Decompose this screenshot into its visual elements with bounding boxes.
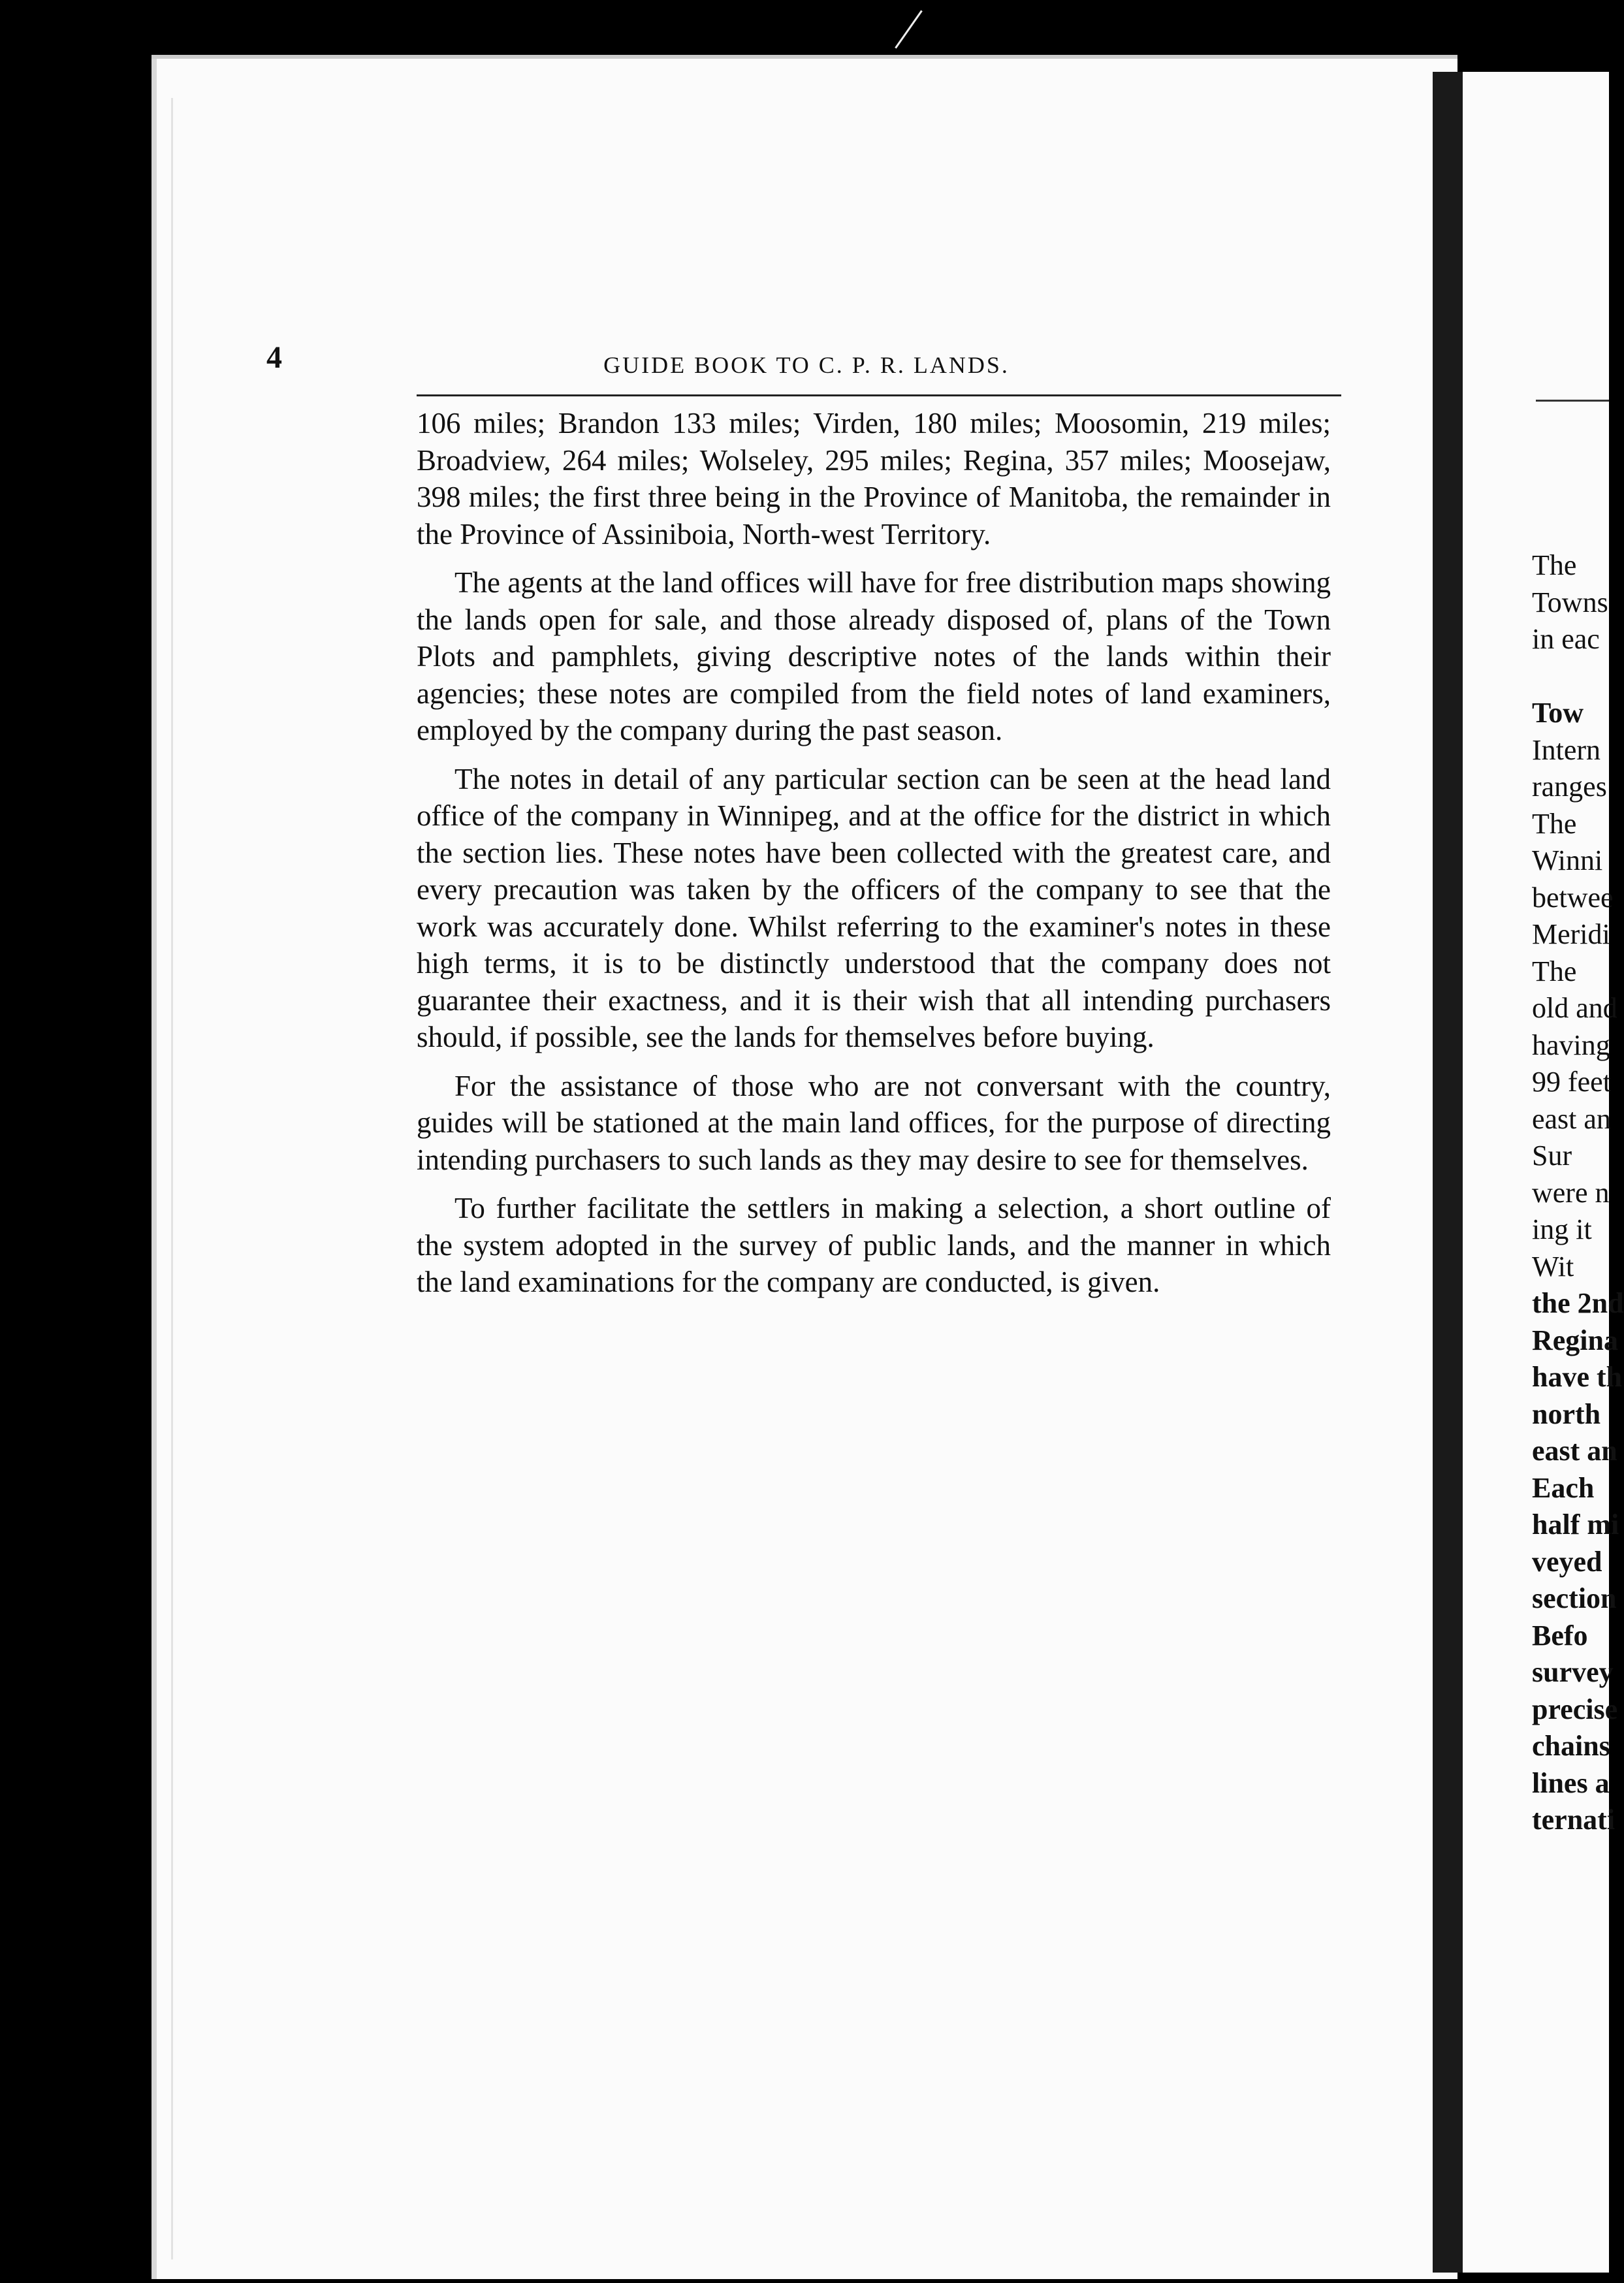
right-line: having	[1532, 1029, 1610, 1061]
right-line: Each	[1532, 1471, 1595, 1504]
page-number: 4	[266, 340, 282, 375]
right-line: north	[1532, 1397, 1601, 1430]
right-line: Wit	[1532, 1250, 1574, 1283]
right-line: Regina	[1532, 1324, 1618, 1356]
right-line: Intern	[1532, 733, 1601, 766]
right-line	[1532, 658, 1609, 695]
right-line: east an	[1532, 1102, 1611, 1135]
right-line: the 2nd	[1532, 1287, 1624, 1319]
right-page-fragments	[1532, 547, 1624, 1839]
paragraph-2: The agents at the land offices will have for free distribution maps showing the lands open for sale, and those already disposed of, plans of the Town Plots and pamphlets, giving descriptive notes of the lands within their agencies; these notes are compiled from the field notes of land examiners, employed by the company during the past season.	[417, 566, 1331, 746]
paragraph-5: To further facilitate the settlers in making a selection, a short outline of the system adopted in the survey of public lands, and the manner in which the land examinations for the company are conducted, is given.	[417, 1192, 1331, 1298]
right-line: betwee	[1532, 881, 1614, 914]
right-line: The	[1532, 955, 1577, 987]
scan-mark	[895, 10, 923, 48]
right-line: Tow	[1532, 697, 1584, 729]
right-line: chains	[1532, 1730, 1610, 1762]
right-line: Towns	[1532, 586, 1608, 618]
right-line: 99 feet	[1532, 1066, 1611, 1098]
right-line: precise	[1532, 1693, 1618, 1725]
right-line: Befo	[1532, 1619, 1588, 1652]
right-line: lines a	[1532, 1766, 1610, 1799]
right-line: ranges	[1532, 771, 1607, 803]
paragraph-1: 106 miles; Brandon 133 miles; Virden, 180 miles; Moosomin, 219 miles; Broadview, 264 miles; Wolseley, 295 miles; Regina, 357 miles; Moosejaw, 398 miles; the first three being in the Province of Manitoba, the remainder in the Province of Assiniboia, North-west Territory.	[417, 407, 1331, 551]
right-line: ternati	[1532, 1804, 1616, 1836]
right-line: Meridi	[1532, 918, 1610, 950]
gutter	[1433, 72, 1463, 2273]
body-text	[417, 405, 1331, 1313]
right-line: half mi	[1532, 1509, 1619, 1541]
running-head-title: GUIDE BOOK TO C. P. R. LANDS.	[603, 352, 1010, 378]
right-line: have th	[1532, 1361, 1623, 1393]
paragraph-4: For the assistance of those who are not conversant with the country, guides will be stationed at the main land offices, for the purpose of directing intending purchasers to such lands as they may desire to see for themselves.	[417, 1069, 1331, 1176]
right-line: section	[1532, 1582, 1617, 1614]
right-line: The	[1532, 549, 1577, 581]
right-line: old and	[1532, 992, 1617, 1024]
right-line: survey	[1532, 1656, 1614, 1688]
running-head	[266, 333, 1346, 385]
right-page-rule	[1536, 400, 1609, 402]
header-rule	[417, 394, 1341, 396]
right-line: The	[1532, 807, 1577, 840]
right-line: east an	[1532, 1435, 1617, 1467]
paragraph-3: The notes in detail of any particular section can be seen at the head land office of the company in Winnipeg, and at the office for the district in which the section lies. These notes have been collected with the greatest care, and every precaution was taken by the officers of the company to see that the work was accurately done. Whilst referring to the examiner's notes in these high terms, it is to be distinctly understood that the company does not guarantee their exactness, and it is their wish that all intending purchasers should, if possible, see the lands for themselves before buying.	[417, 762, 1331, 1053]
right-line: Sur	[1532, 1140, 1572, 1172]
right-line: ing it	[1532, 1213, 1592, 1245]
right-line: were n	[1532, 1176, 1610, 1209]
right-line: in eac	[1532, 623, 1600, 655]
right-line: Winni	[1532, 844, 1603, 876]
right-line: veyed	[1532, 1545, 1602, 1578]
